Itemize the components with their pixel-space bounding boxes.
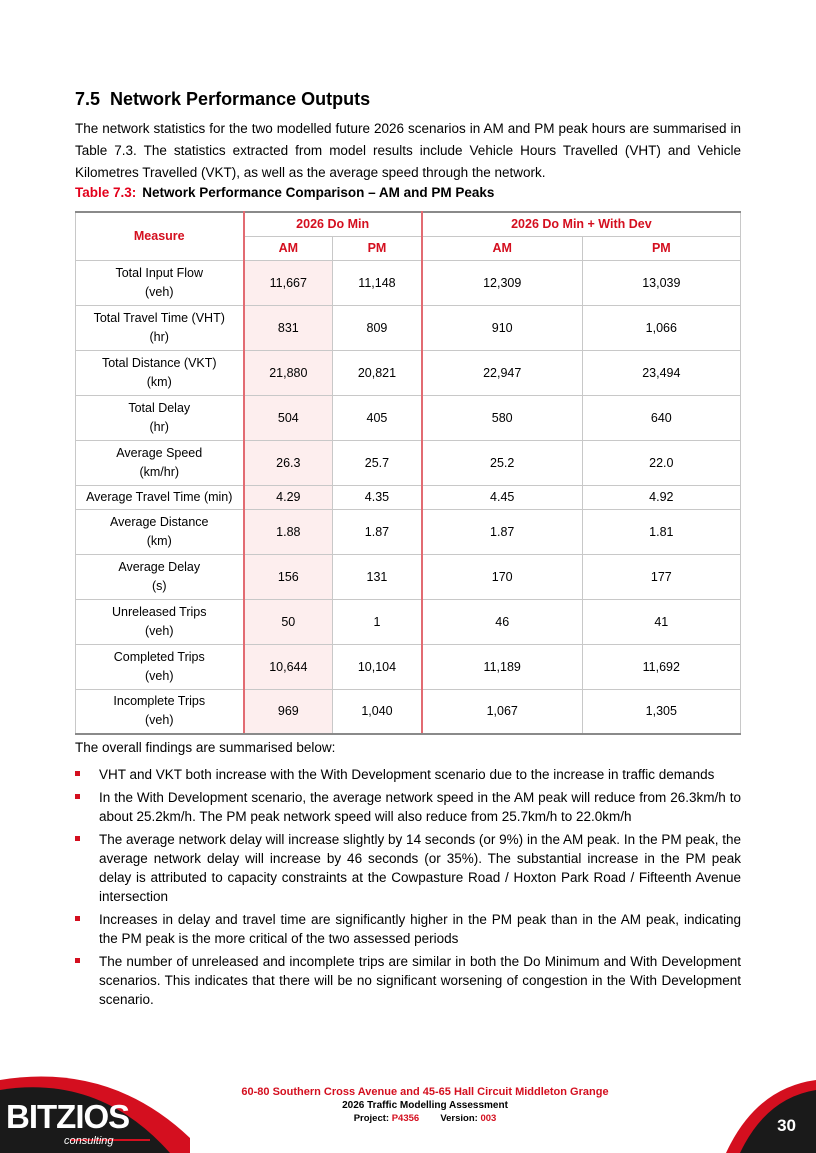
measure-cell <box>76 440 244 485</box>
measure-header: Measure <box>76 212 244 260</box>
col-header-pm: PM <box>582 236 740 260</box>
value-cell: 4.45 <box>422 485 582 509</box>
finding-text: VHT and VKT both increase with the With Development scenario due to the increase in traffic demands <box>99 767 715 782</box>
value-cell: 1,305 <box>582 689 740 734</box>
value-cell: 1.81 <box>582 509 740 554</box>
section-title <box>75 89 370 110</box>
finding-item <box>75 830 741 906</box>
value-cell: 4.29 <box>244 485 333 509</box>
finding-text: The average network delay will increase slightly by 14 seconds (or 9%) in the AM peak. In the PM peak, the average network delay will increase by 46 seconds (or 35%). The substantial increase in the PM peak delay is attributed to capacity constraints at the Cowpasture Road / Hoxton Park Road / Fifteenth Avenue intersection <box>99 832 741 904</box>
measure-unit: (km) <box>146 533 172 548</box>
findings-intro: The overall findings are summarised below: <box>75 740 336 755</box>
bullet-icon <box>75 771 80 776</box>
page-number-badge <box>726 1068 816 1153</box>
measure-name: Incomplete Trips <box>113 694 206 709</box>
footer-text <box>225 1086 625 1124</box>
value-cell: 21,880 <box>244 350 333 395</box>
value-cell: 1,067 <box>422 689 582 734</box>
measure-cell <box>76 689 244 734</box>
table-row <box>76 599 741 644</box>
measure-cell <box>76 350 244 395</box>
findings-list <box>75 765 741 1013</box>
value-cell: 1.87 <box>333 509 422 554</box>
value-cell: 4.92 <box>582 485 740 509</box>
measure-unit: (veh) <box>145 623 174 638</box>
value-cell: 10,644 <box>244 644 333 689</box>
value-cell: 831 <box>244 305 333 350</box>
table-row <box>76 644 741 689</box>
intro-paragraph: The network statistics for the two modelled future 2026 scenarios in AM and PM peak hours are summarised in Table 7.3. The statistics extracted from model results include Vehicle Hours Travelled (VHT) and Vehicle Kilometres Travelled (VKT), as well as the average speed through the network. <box>75 121 741 180</box>
company-logo <box>6 1098 130 1148</box>
measure-cell <box>76 554 244 599</box>
finding-item <box>75 910 741 948</box>
section-title-text: Network Performance Outputs <box>110 89 371 109</box>
finding-text: In the With Development scenario, the average network speed in the AM peak will reduce from 26.3km/h to about 25.2km/h. The PM peak network speed will also reduce from 25.7km/h to 22.0km/h <box>99 790 741 824</box>
footer-project-address: 60-80 Southern Cross Avenue and 45-65 Hall Circuit Middleton Grange <box>241 1086 609 1098</box>
bullet-icon <box>75 958 80 963</box>
finding-item <box>75 952 741 1009</box>
value-cell: 23,494 <box>582 350 740 395</box>
section-number: 7.5 <box>75 89 101 109</box>
value-cell: 177 <box>582 554 740 599</box>
logo-wordmark: BITZIOS <box>6 1098 130 1135</box>
table-caption-label: Table 7.3: <box>75 185 137 200</box>
measure-cell <box>76 509 244 554</box>
value-cell: 13,039 <box>582 260 740 305</box>
value-cell: 1.87 <box>422 509 582 554</box>
value-cell: 131 <box>333 554 422 599</box>
measure-name: Completed Trips <box>113 649 205 664</box>
value-cell: 11,189 <box>422 644 582 689</box>
value-cell: 504 <box>244 395 333 440</box>
page-number: 30 <box>777 1116 796 1135</box>
value-cell: 11,667 <box>244 260 333 305</box>
table-row <box>76 485 741 509</box>
finding-text: Increases in delay and travel time are significantly higher in the PM peak than in the AM peak, indicating the PM peak is the more critical of the two assessed periods <box>99 912 741 946</box>
value-cell: 11,692 <box>582 644 740 689</box>
value-cell: 11,148 <box>333 260 422 305</box>
measure-cell <box>76 599 244 644</box>
measure-unit: (veh) <box>145 713 174 728</box>
measure-name: Average Travel Time (min) <box>86 489 233 504</box>
value-cell: 26.3 <box>244 440 333 485</box>
col-header-am: AM <box>422 236 582 260</box>
value-cell: 170 <box>422 554 582 599</box>
value-cell: 640 <box>582 395 740 440</box>
group-header-with-dev: 2026 Do Min + With Dev <box>422 212 741 236</box>
measure-unit: (veh) <box>145 284 174 299</box>
performance-table <box>75 211 741 735</box>
finding-text: The number of unreleased and incomplete trips are similar in both the Do Minimum and With Development scenarios. This indicates that there will be no significant worsening of congestion in the With Development scenario. <box>99 954 741 1007</box>
group-header-do-min: 2026 Do Min <box>244 212 422 236</box>
measure-name: Unreleased Trips <box>112 604 207 619</box>
value-cell: 46 <box>422 599 582 644</box>
col-header-pm: PM <box>333 236 422 260</box>
measure-name: Total Travel Time (VHT) <box>93 310 225 325</box>
measure-unit: (km/hr) <box>139 464 180 479</box>
measure-name: Average Delay <box>118 559 201 574</box>
col-header-am: AM <box>244 236 333 260</box>
table-row <box>76 509 741 554</box>
value-cell: 10,104 <box>333 644 422 689</box>
measure-name: Total Input Flow <box>115 265 204 280</box>
version-label: Version: <box>440 1113 478 1124</box>
finding-item <box>75 788 741 826</box>
logo-subtitle: consulting <box>64 1135 114 1147</box>
value-cell: 1.88 <box>244 509 333 554</box>
table-caption-text: Network Performance Comparison – AM and PM Peaks <box>142 185 495 200</box>
value-cell: 4.35 <box>333 485 422 509</box>
value-cell: 910 <box>422 305 582 350</box>
value-cell: 50 <box>244 599 333 644</box>
measure-name: Total Distance (VKT) <box>101 355 217 370</box>
bullet-icon <box>75 836 80 841</box>
value-cell: 580 <box>422 395 582 440</box>
table-row <box>76 554 741 599</box>
value-cell: 405 <box>333 395 422 440</box>
table-row <box>76 440 741 485</box>
footer-report-title: 2026 Traffic Modelling Assessment <box>342 1100 508 1111</box>
value-cell: 156 <box>244 554 333 599</box>
measure-cell <box>76 395 244 440</box>
value-cell: 12,309 <box>422 260 582 305</box>
value-cell: 25.7 <box>333 440 422 485</box>
page-footer <box>0 1068 816 1153</box>
value-cell: 22,947 <box>422 350 582 395</box>
value-cell: 809 <box>333 305 422 350</box>
bullet-icon <box>75 794 80 799</box>
finding-item <box>75 765 741 784</box>
measure-name: Average Speed <box>116 445 203 460</box>
value-cell: 969 <box>244 689 333 734</box>
measure-unit: (hr) <box>149 419 169 434</box>
value-cell: 41 <box>582 599 740 644</box>
value-cell: 22.0 <box>582 440 740 485</box>
project-value: P4356 <box>391 1113 420 1124</box>
measure-cell <box>76 485 244 509</box>
measure-unit: (s) <box>151 578 167 593</box>
table-row <box>76 260 741 305</box>
value-cell: 1,066 <box>582 305 740 350</box>
project-label: Project: <box>353 1113 390 1124</box>
table-row <box>76 395 741 440</box>
bullet-icon <box>75 916 80 921</box>
value-cell: 1 <box>333 599 422 644</box>
measure-name: Average Distance <box>110 514 209 529</box>
measure-name: Total Delay <box>128 400 191 415</box>
table-row <box>76 350 741 395</box>
footer-project-info <box>225 1113 625 1124</box>
version-value: 003 <box>480 1113 497 1124</box>
measure-unit: (hr) <box>149 329 169 344</box>
measure-unit: (veh) <box>145 668 174 683</box>
measure-cell <box>76 260 244 305</box>
measure-cell <box>76 305 244 350</box>
table-row <box>76 689 741 734</box>
value-cell: 20,821 <box>333 350 422 395</box>
measure-unit: (km) <box>146 374 172 389</box>
table-caption <box>75 185 494 200</box>
value-cell: 1,040 <box>333 689 422 734</box>
table-row <box>76 305 741 350</box>
measure-cell <box>76 644 244 689</box>
value-cell: 25.2 <box>422 440 582 485</box>
